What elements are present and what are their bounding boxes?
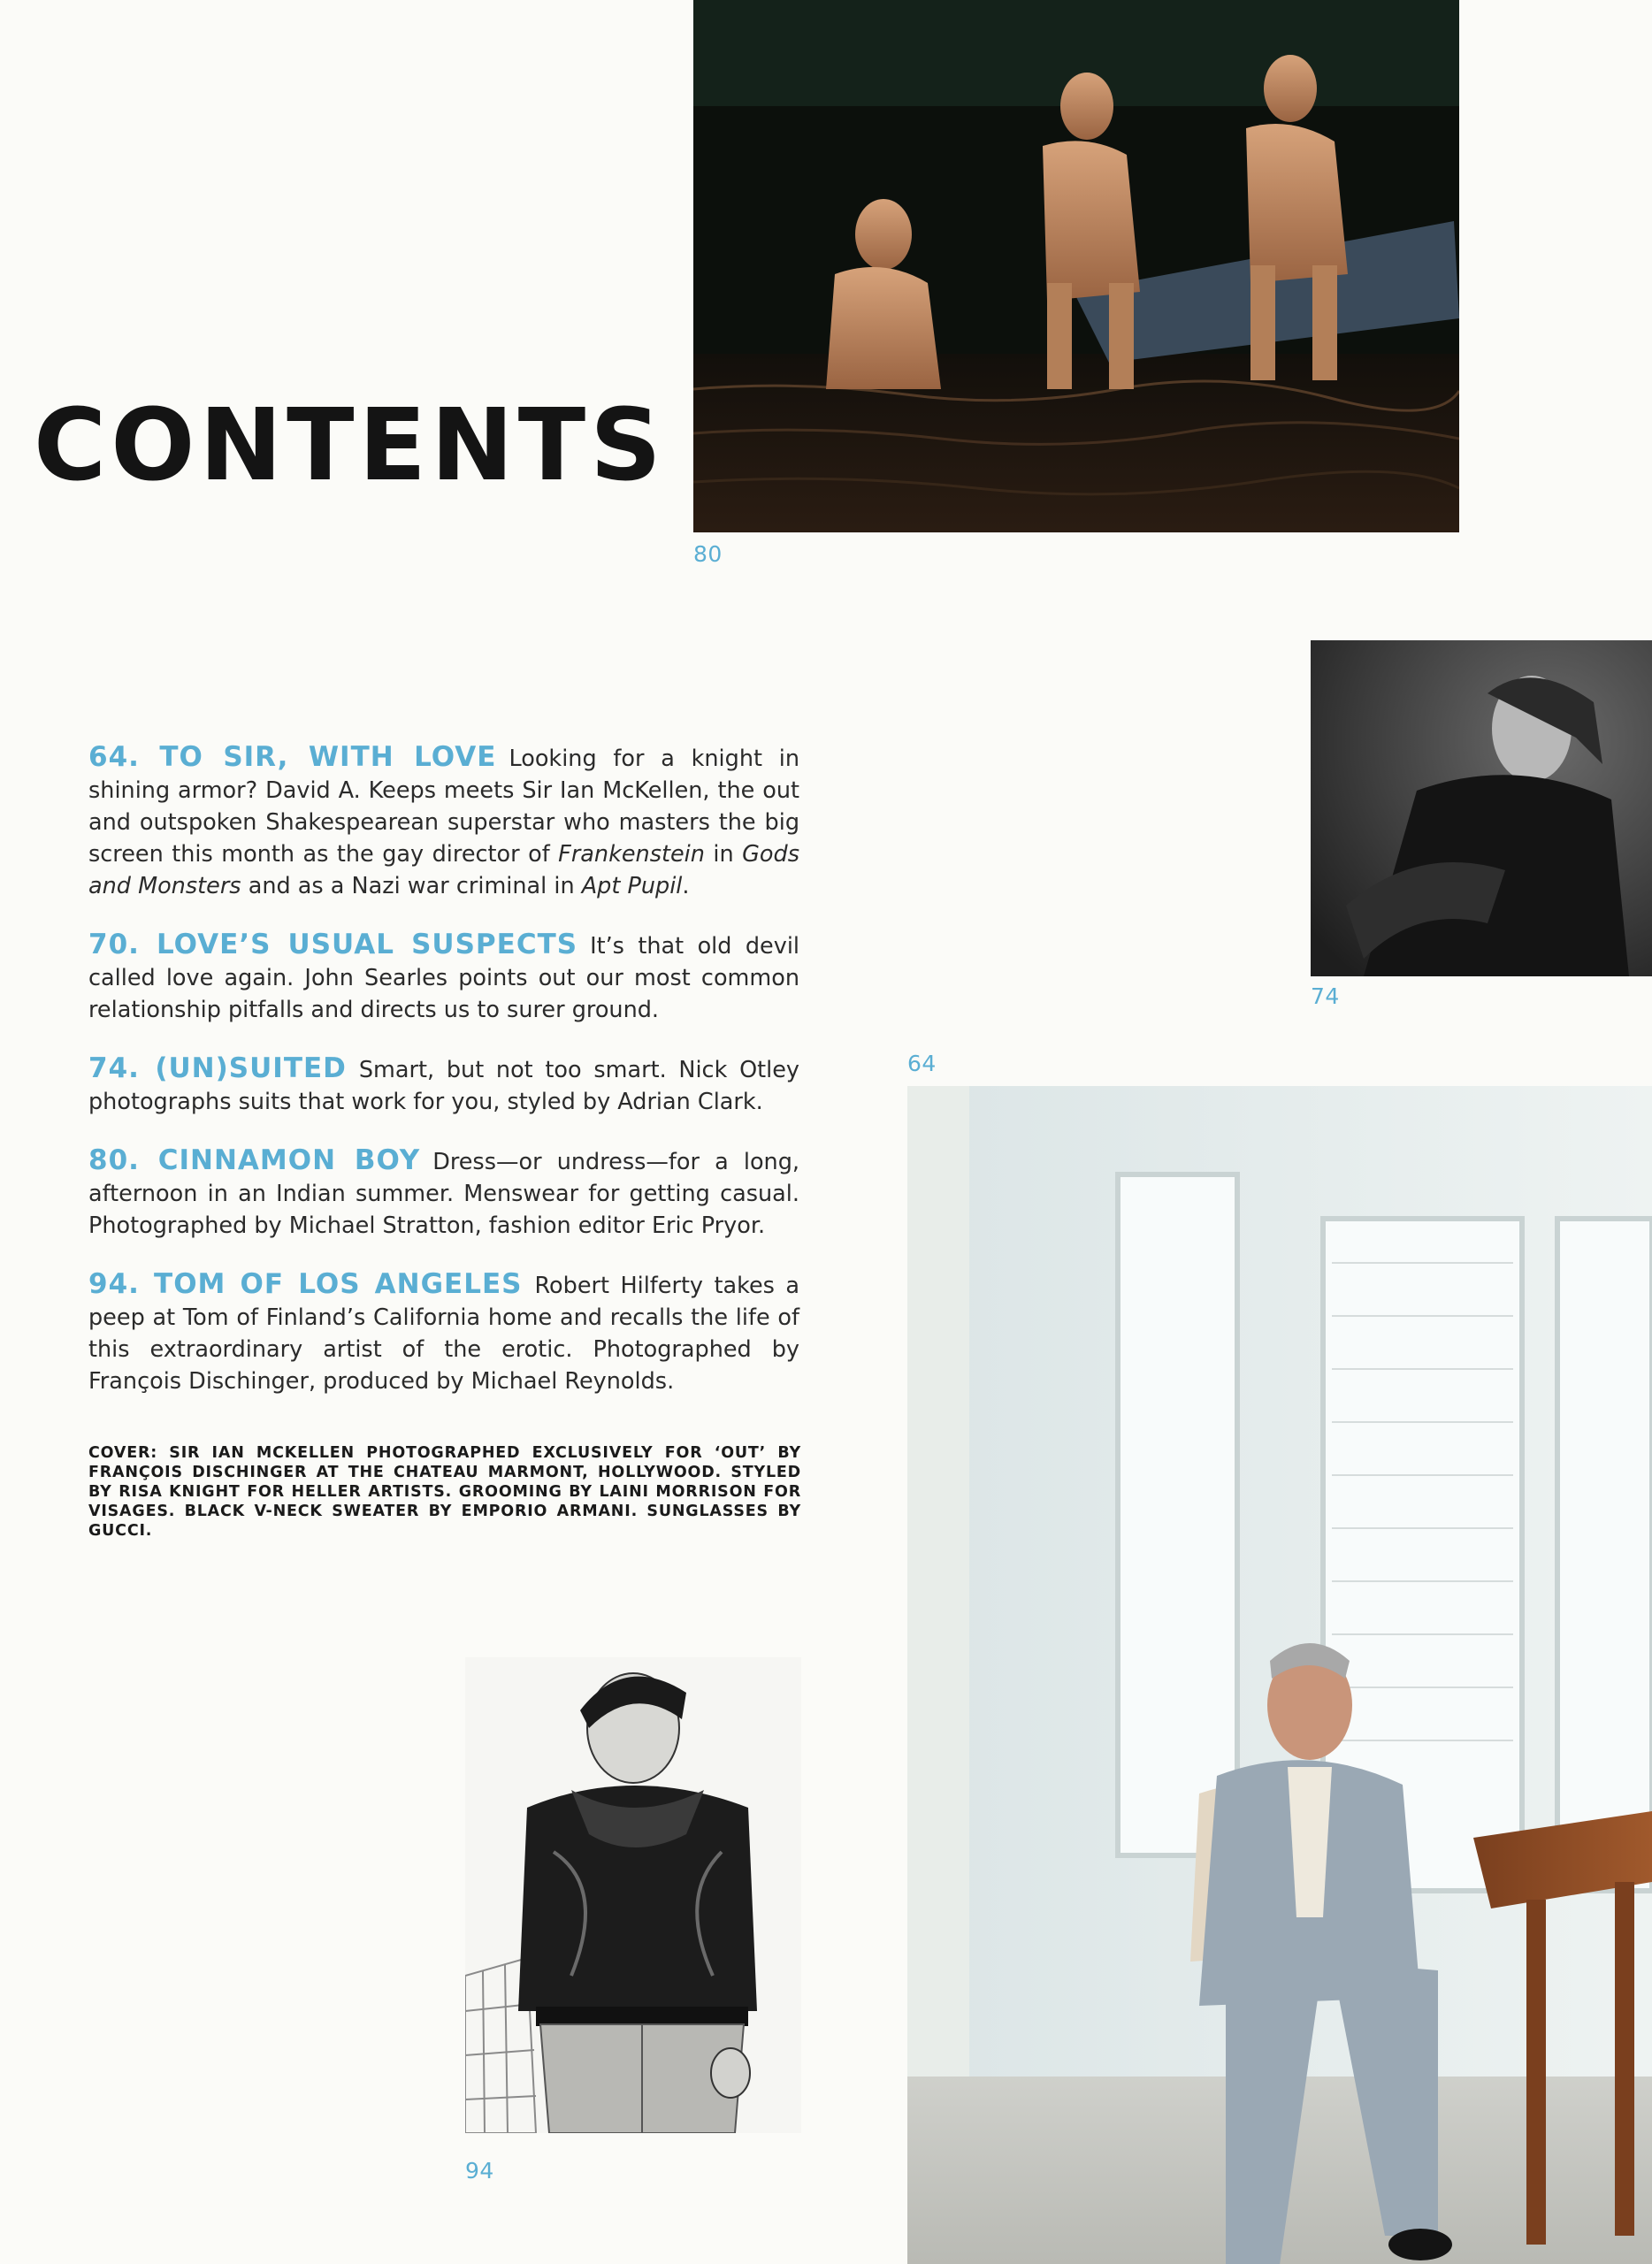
page-ref-64[interactable]: 64: [907, 1051, 937, 1076]
entry-heading[interactable]: 80. CINNAMON BOY: [88, 1144, 421, 1176]
illustration-tom-of-finland[interactable]: [465, 1657, 801, 2133]
photo-to-sir-with-love[interactable]: [907, 1086, 1652, 2264]
contents-list: [88, 741, 799, 1424]
contents-entry: 70. LOVE’S USUAL SUSPECTS It’s that old devil called love again. John Searles points out our most common relationship pitfalls and directs us to surer ground.: [88, 929, 799, 1023]
contents-entry: 74. (UN)SUITED Smart, but not too smart. Nick Otley photographs suits that work for you, styled by Adrian Clark.: [88, 1052, 800, 1115]
cover-credit: COVER: SIR IAN MCKELLEN PHOTOGRAPHED EXCLUSIVELY FOR ‘OUT’ BY FRANÇOIS DISCHINGER AT THE CHATEAU MARMONT, HOLLYWOOD. STYLED BY RISA KNIGHT FOR HELLER ARTISTS. GROOMING BY LAINI MORRISON FOR VISAGES. BLACK V-NECK SWEATER BY EMPORIO ARMANI. SUNGLASSES BY GUCCI.: [88, 1444, 801, 1540]
contents-entry: 80. CINNAMON BOY Dress—or undress—for a long, afternoon in an Indian summer. Menswear for getting casual. Photographed by Michael Stratton, fashion editor Eric Pryor.: [88, 1144, 799, 1239]
page-ref-80[interactable]: 80: [693, 541, 723, 567]
page-ref-74[interactable]: 74: [1311, 983, 1340, 1009]
entry-heading[interactable]: 64. TO SIR, WITH LOVE: [88, 741, 497, 773]
page-ref-94[interactable]: 94: [465, 2158, 494, 2184]
page-title: CONTENTS: [34, 388, 666, 503]
entry-heading[interactable]: 94. TOM OF LOS ANGELES: [88, 1268, 523, 1300]
photo-unsuited[interactable]: [1311, 640, 1652, 976]
contents-entry: 94. TOM OF LOS ANGELES Robert Hilferty takes a peep at Tom of Finland’s California home and recalls the life of this extraordinary artist of the erotic. Photographed by François Dischinger, produced by Michael Reynolds.: [88, 1268, 800, 1395]
entry-heading[interactable]: 70. LOVE’S USUAL SUSPECTS: [88, 929, 578, 960]
entry-heading[interactable]: 74. (UN)SUITED: [88, 1052, 347, 1084]
photo-cinnamon-boy[interactable]: [693, 0, 1459, 532]
contents-entry: 64. TO SIR, WITH LOVE Looking for a knight in shining armor? David A. Keeps meets Sir Ian McKellen, the out and outspoken Shakespearean superstar who masters the big screen this month as the gay director of Frankenstein in Gods and Monsters and as a Nazi war criminal in Apt Pupil.: [88, 741, 799, 899]
